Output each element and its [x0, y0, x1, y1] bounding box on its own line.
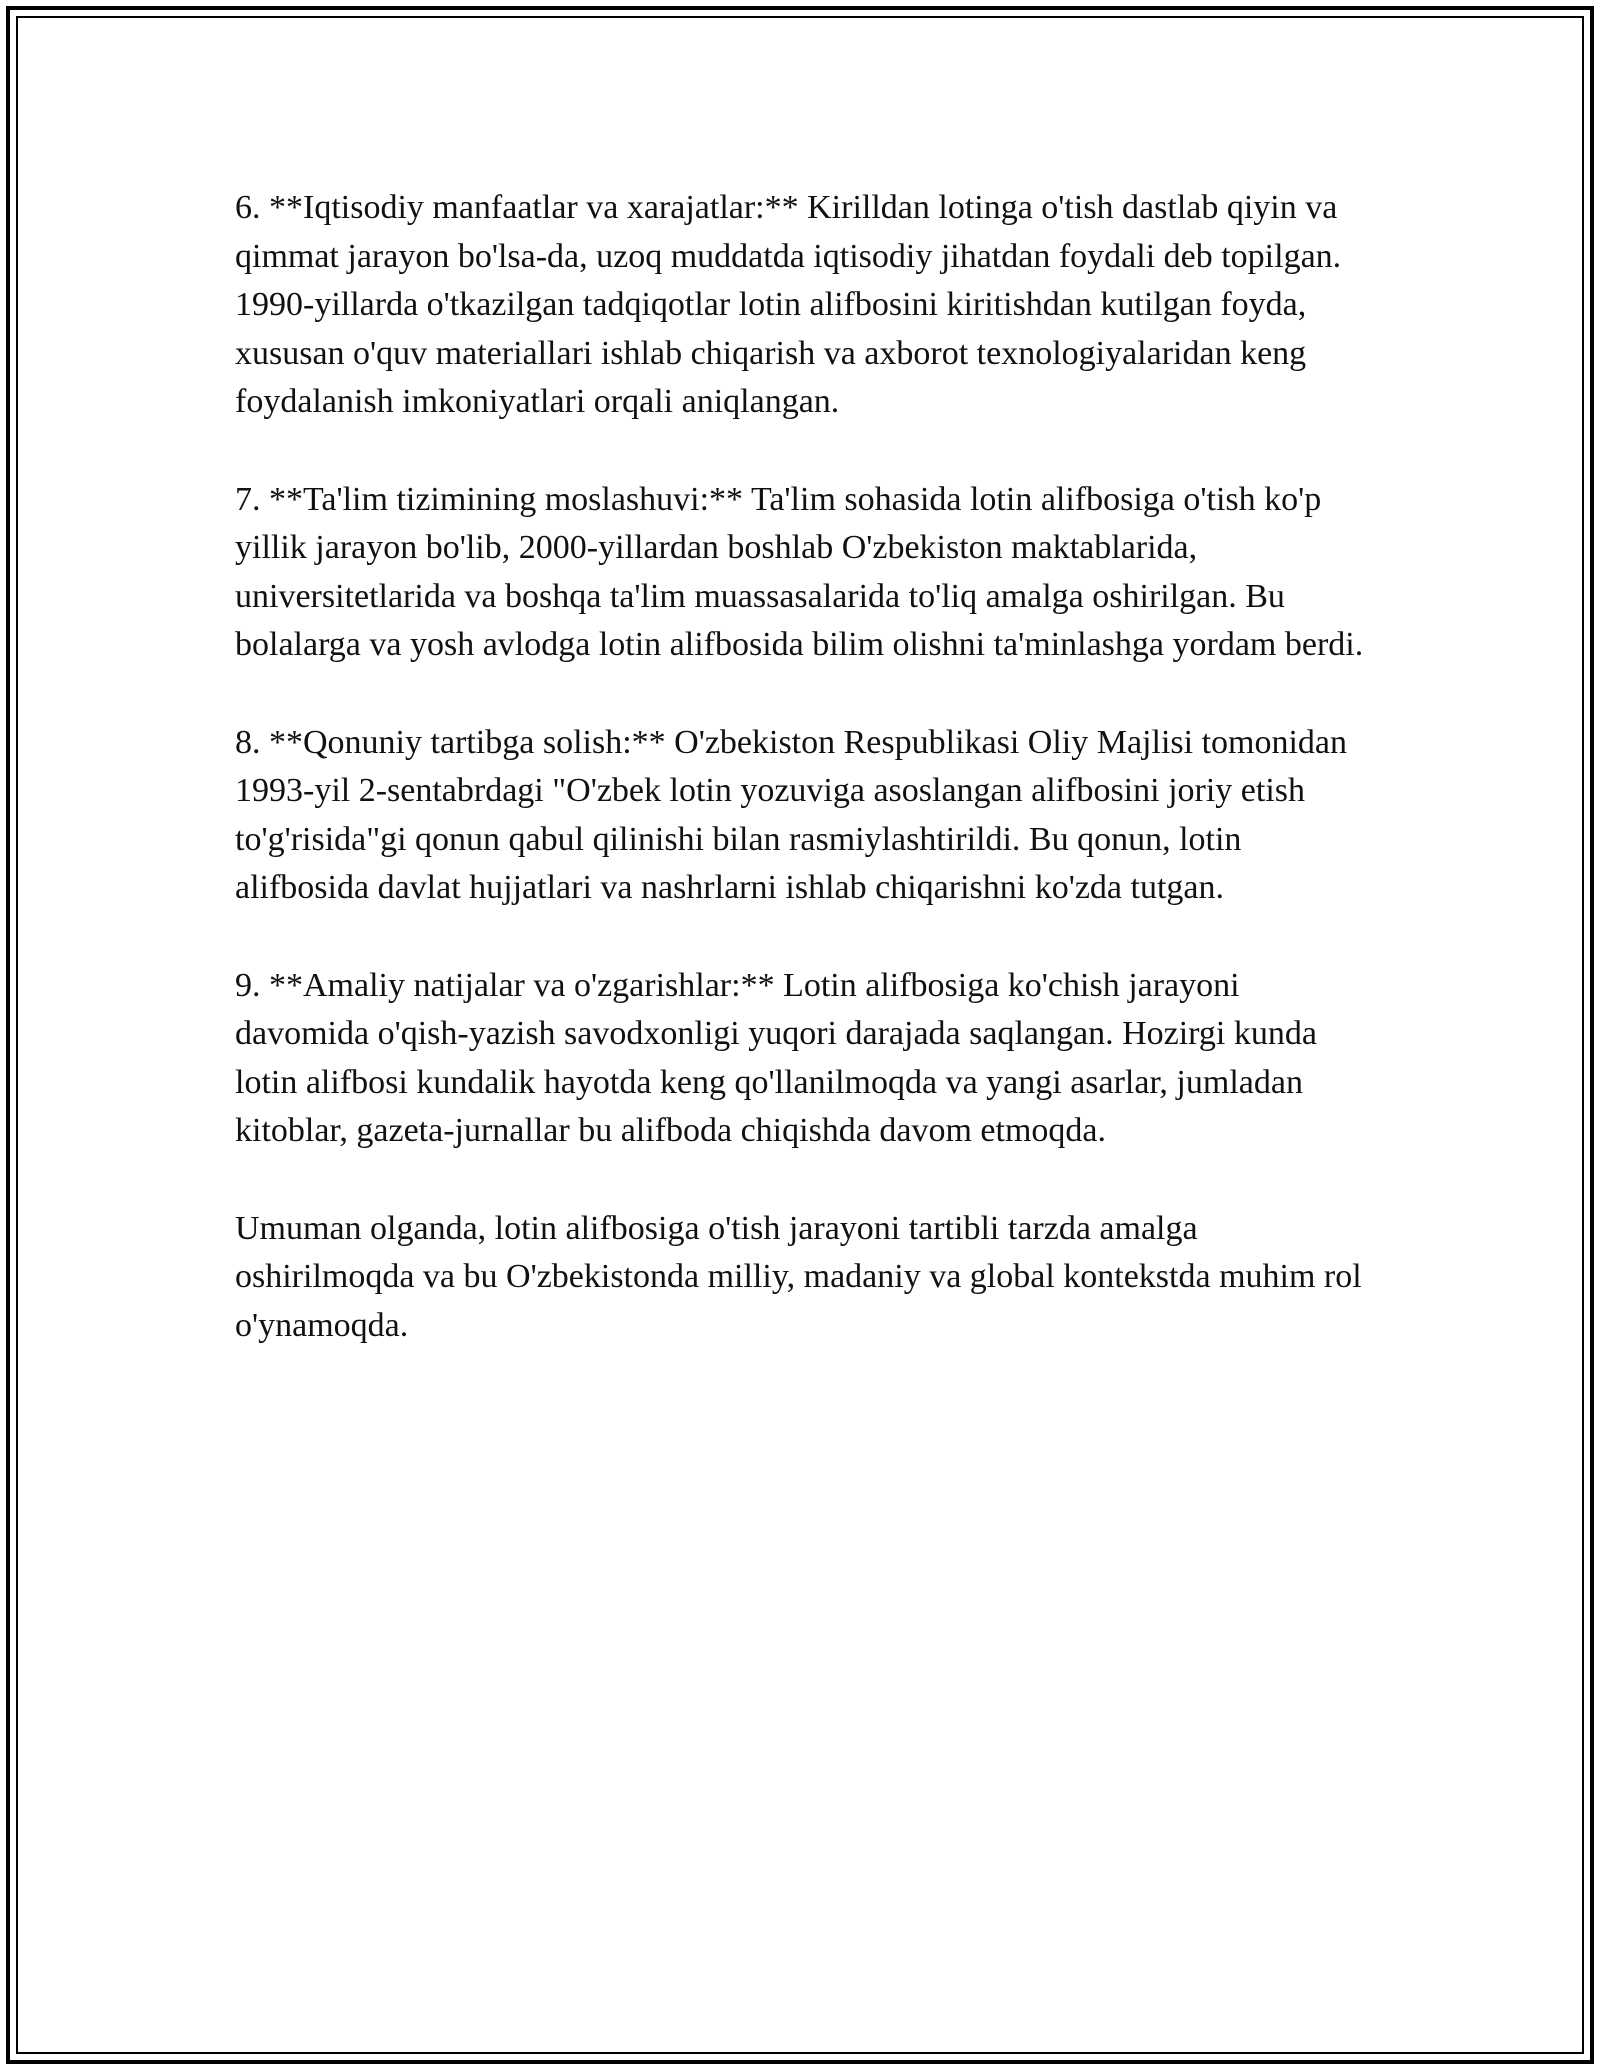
paragraph-practical-results: 9. **Amaliy natijalar va o'zgarishlar:** Lotin alifbosiga ko'chish jarayoni davomida o'qish-yazish savodxonligi yuqori darajada saqlangan. Hozirgi kunda lotin alifbosi kundalik hayotda keng qo'llanilmoqda va yangi asarlar, jumladan kitoblar, gazeta-jurnallar bu alifboda chiqishda davom etmoqda.: [235, 966, 1317, 1149]
paragraph-education-adaptation: 7. **Ta'lim tizimining moslashuvi:** Ta'lim sohasida lotin alifbosiga o'tish ko'p yillik jarayon bo'lib, 2000-yillardan boshlab O'zbekiston maktablarida, universitetlarida va boshqa ta'lim muassasalarida to'liq amalga oshirilgan. Bu bolalarga va yosh avlodga lotin alifbosida bilim olishni ta'minlashga yordam berdi.: [235, 480, 1364, 663]
paragraph-conclusion: Umuman olganda, lotin alifbosiga o'tish jarayoni tartibli tarzda amalga oshirilmoqda va bu O'zbekistonda milliy, madaniy va global kontekstda muhim rol o'ynamoqda.: [235, 1209, 1362, 1344]
paragraph-economic-benefits: 6. **Iqtisodiy manfaatlar va xarajatlar:** Kirilldan lotinga o'tish dastlab qiyin va qimmat jarayon bo'lsa-da, uzoq muddatda iqtisodiy jihatdan foydali deb topilgan. 1990-yillarda o'tkazilgan tadqiqotlar lotin alifbosini kiritishdan kutilgan foyda, xususan o'quv materiallari ishlab chiqarish va axborot texnologiyalaridan keng foydalanish imkoniyatlari orqali aniqlangan.: [235, 189, 1342, 420]
paragraph-legal-regulation: 8. **Qonuniy tartibga solish:** O'zbekiston Respublikasi Oliy Majlisi tomonidan 1993-yil 2-sentabrdagi "O'zbek lotin yozuviga asoslangan alifbosini joriy etish to'g'risida"gi qonun qabul qilinishi bilan rasmiylashtirildi. Bu qonun, lotin alifbosida davlat hujjatlari va nashrlarni ishlab chiqarishni ko'zda tutgan.: [235, 723, 1348, 906]
document-body: [235, 184, 1375, 1350]
